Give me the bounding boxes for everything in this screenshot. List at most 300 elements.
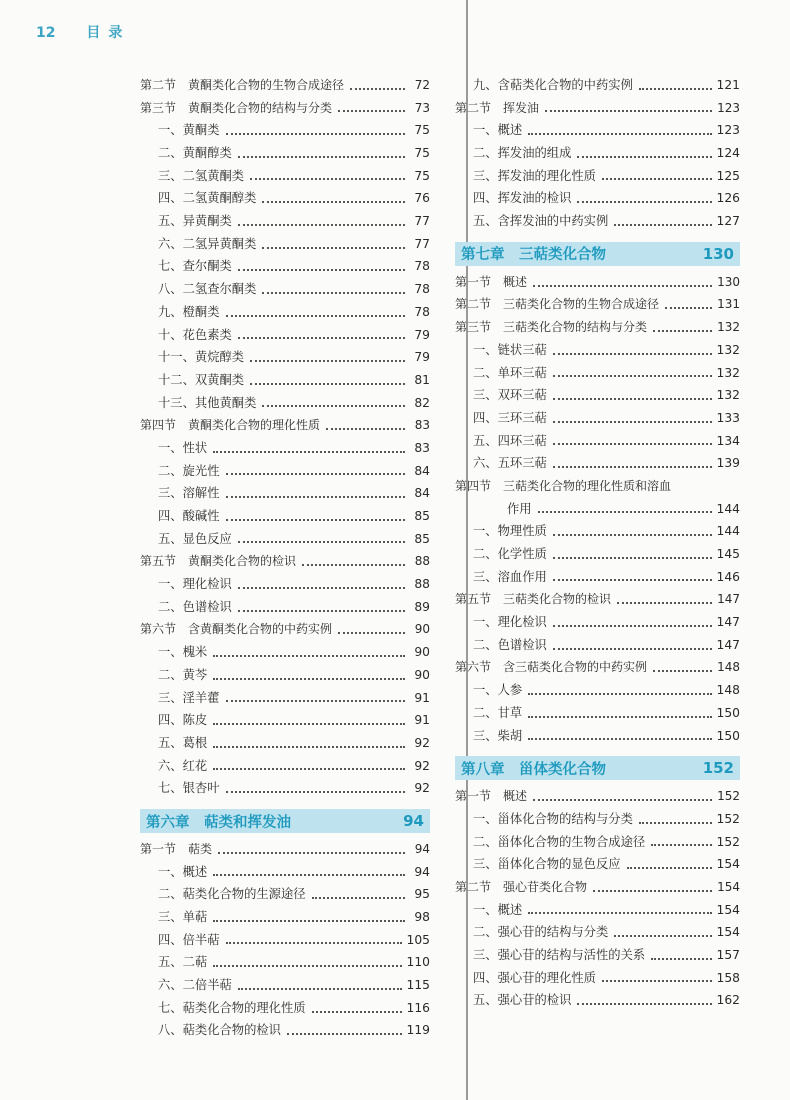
toc-entry-label: 五、葛根 (158, 735, 208, 750)
toc-section-entry[interactable] (455, 657, 740, 680)
toc-section-entry[interactable] (455, 588, 740, 611)
toc-page-number: 130 (702, 244, 734, 263)
dot-leader (653, 670, 712, 672)
toc-subsection-entry[interactable] (140, 119, 430, 142)
toc-entry-label: 第一节 概述 (455, 789, 528, 804)
dot-leader (627, 867, 712, 869)
toc-page-number: 152 (716, 834, 740, 849)
toc-page-number: 132 (716, 365, 740, 380)
dot-leader (614, 224, 711, 226)
toc-entry-label: 二、挥发油的组成 (473, 146, 572, 161)
dot-leader (528, 693, 711, 695)
toc-entry-label: 第二节 三萜类化合物的生物合成途径 (455, 297, 660, 312)
toc-page-number: 98 (414, 910, 430, 925)
page-header (36, 22, 130, 42)
toc-subsection-entry[interactable] (140, 1020, 430, 1043)
dot-leader (226, 315, 406, 317)
toc-subsection-entry[interactable] (455, 452, 740, 475)
toc-entry-label: 四、陈皮 (158, 713, 208, 728)
toc-entry-label: 二、黄芩 (158, 667, 208, 682)
toc-entry-label: 二、旋光性 (158, 463, 220, 478)
toc-page-number: 131 (717, 297, 740, 312)
toc-entry-label: 第三节 黄酮类化合物的结构与分类 (140, 100, 333, 115)
toc-section-entry[interactable] (455, 97, 740, 120)
toc-section-entry[interactable] (455, 498, 740, 521)
dot-leader (338, 632, 405, 634)
toc-entry-label: 第二节 挥发油 (455, 100, 540, 115)
toc-page-number: 152 (716, 811, 740, 826)
toc-subsection-entry[interactable] (455, 944, 740, 967)
toc-entry-label: 十、花色素类 (158, 327, 232, 342)
toc-subsection-entry[interactable] (140, 528, 430, 551)
toc-subsection-entry[interactable] (140, 505, 430, 528)
dot-leader (528, 133, 711, 135)
toc-page-number: 92 (414, 781, 430, 796)
dot-leader (238, 988, 402, 990)
dot-leader (226, 942, 402, 944)
toc-chapter-heading[interactable] (455, 756, 740, 780)
toc-page-number: 95 (414, 887, 430, 902)
dot-leader (262, 201, 405, 203)
toc-entry-label: 第八章 甾体类化合物 (461, 761, 606, 778)
toc-page-number: 148 (716, 683, 740, 698)
toc-page-number: 90 (414, 622, 430, 637)
toc-entry-label: 七、萜类化合物的理化性质 (158, 1000, 306, 1015)
toc-subsection-entry[interactable] (455, 634, 740, 657)
toc-page-number: 152 (702, 759, 734, 778)
toc-section-entry[interactable] (140, 74, 430, 97)
toc-page-number: 75 (414, 146, 430, 161)
toc-entry-label: 三、甾体化合物的显色反应 (473, 857, 621, 872)
toc-section-entry[interactable] (455, 785, 740, 808)
toc-subsection-entry[interactable] (140, 664, 430, 687)
toc-page-number: 127 (716, 214, 740, 229)
toc-page-number: 123 (717, 100, 740, 115)
toc-entry-label: 三、溶解性 (158, 486, 220, 501)
toc-page-number: 132 (716, 388, 740, 403)
toc-entry-label: 五、二萜 (158, 955, 208, 970)
toc-entry-label: 第一节 概述 (455, 274, 528, 289)
toc-page-number: 132 (717, 320, 740, 335)
toc-page-number: 157 (716, 948, 740, 963)
dot-leader (226, 496, 406, 498)
toc-page-number: 85 (414, 531, 430, 546)
toc-entry-label: 四、挥发油的检识 (473, 191, 572, 206)
toc-page-number: 89 (414, 599, 430, 614)
dot-leader (302, 564, 405, 566)
toc-entry-label: 一、理化检识 (473, 615, 547, 630)
toc-entry-label: 四、倍半萜 (158, 932, 220, 947)
dot-leader (593, 890, 712, 892)
dot-leader (226, 133, 406, 135)
dot-leader (602, 178, 712, 180)
toc-subsection-entry[interactable] (455, 899, 740, 922)
toc-page-number: 154 (716, 902, 740, 917)
toc-entry-label: 二、单环三萜 (473, 365, 547, 380)
dot-leader (238, 587, 405, 589)
toc-subsection-entry[interactable] (455, 384, 740, 407)
toc-subsection-entry[interactable] (140, 596, 430, 619)
toc-subsection-entry[interactable] (455, 679, 740, 702)
dot-leader (213, 451, 405, 453)
toc-page-number: 94 (414, 841, 430, 856)
toc-subsection-entry[interactable] (455, 210, 740, 233)
toc-page-number: 121 (716, 77, 740, 92)
toc-subsection-entry[interactable] (455, 566, 740, 589)
toc-entry-label: 第四节 三萜类化合物的理化性质和溶血 (455, 478, 672, 493)
toc-entry-label: 第三节 三萜类化合物的结构与分类 (455, 320, 648, 335)
toc-entry-label: 二、色谱检识 (473, 637, 547, 652)
toc-entry-label: 二、甘草 (473, 705, 523, 720)
dot-leader (250, 383, 405, 385)
dot-leader (226, 700, 406, 702)
dot-leader (287, 1033, 402, 1035)
toc-entry-label: 第六节 含三萜类化合物的中药实例 (455, 660, 648, 675)
toc-section-entry[interactable] (455, 294, 740, 317)
page-title: 目录 (86, 25, 131, 41)
toc-entry-label: 三、柴胡 (473, 728, 523, 743)
toc-page-number: 147 (717, 592, 740, 607)
dot-leader (533, 285, 712, 287)
dot-leader (226, 519, 406, 521)
toc-page-number: 124 (716, 146, 740, 161)
toc-section-entry[interactable] (140, 838, 430, 861)
dot-leader (614, 935, 711, 937)
dot-leader (653, 330, 712, 332)
toc-right-column (455, 74, 740, 1012)
dot-leader (528, 912, 711, 914)
toc-subsection-entry[interactable] (140, 233, 430, 256)
toc-entry-label: 四、强心苷的理化性质 (473, 970, 596, 985)
dot-leader (538, 511, 712, 513)
toc-subsection-entry[interactable] (455, 74, 740, 97)
toc-entry-label: 六、五环三萜 (473, 456, 547, 471)
toc-subsection-entry[interactable] (455, 611, 740, 634)
toc-subsection-entry[interactable] (455, 430, 740, 453)
toc-entry-label: 一、物理性质 (473, 524, 547, 539)
dot-leader (533, 799, 712, 801)
toc-page-number: 152 (717, 789, 740, 804)
toc-subsection-entry[interactable] (455, 187, 740, 210)
toc-page-number: 83 (414, 418, 430, 433)
toc-entry-label: 第一节 萜类 (140, 841, 213, 856)
dot-leader (238, 224, 405, 226)
toc-entry-label: 一、甾体化合物的结构与分类 (473, 811, 633, 826)
toc-subsection-entry[interactable] (140, 301, 430, 324)
toc-subsection-entry[interactable] (140, 437, 430, 460)
dot-leader (553, 557, 712, 559)
dot-leader (238, 337, 405, 339)
toc-page-number: 154 (716, 925, 740, 940)
toc-subsection-entry[interactable] (140, 346, 430, 369)
toc-page-number: 91 (414, 690, 430, 705)
dot-leader (312, 897, 405, 899)
toc-page-number: 105 (406, 932, 430, 947)
toc-page-number: 147 (716, 615, 740, 630)
dot-leader (250, 360, 405, 362)
toc-entry-label: 七、查尔酮类 (158, 259, 232, 274)
dot-leader (602, 980, 712, 982)
toc-entry-label: 一、性状 (158, 440, 208, 455)
dot-leader (213, 768, 405, 770)
toc-subsection-entry[interactable] (455, 362, 740, 385)
toc-entry-label: 一、概述 (158, 864, 208, 879)
toc-entry-label: 一、黄酮类 (158, 123, 220, 138)
toc-entry-label: 三、单萜 (158, 910, 208, 925)
toc-entry-label: 五、异黄酮类 (158, 214, 232, 229)
toc-page-number: 145 (716, 547, 740, 562)
toc-entry-label: 九、含萜类化合物的中药实例 (473, 77, 633, 92)
toc-section-entry[interactable] (455, 475, 740, 498)
toc-subsection-entry[interactable] (140, 709, 430, 732)
toc-subsection-entry[interactable] (140, 187, 430, 210)
toc-entry-label: 第五节 三萜类化合物的检识 (455, 592, 612, 607)
toc-page-number: 115 (406, 978, 430, 993)
dot-leader (238, 541, 405, 543)
dot-leader (226, 473, 406, 475)
toc-entry-label: 一、理化检识 (158, 577, 232, 592)
toc-subsection-entry[interactable] (140, 687, 430, 710)
dot-leader (213, 965, 401, 967)
toc-subsection-entry[interactable] (455, 808, 740, 831)
toc-subsection-entry[interactable] (455, 921, 740, 944)
toc-page-number: 94 (414, 864, 430, 879)
toc-subsection-entry[interactable] (140, 883, 430, 906)
dot-leader (553, 443, 712, 445)
toc-page-number: 133 (716, 410, 740, 425)
dot-leader (553, 398, 712, 400)
toc-subsection-entry[interactable] (455, 407, 740, 430)
toc-subsection-entry[interactable] (140, 369, 430, 392)
toc-subsection-entry[interactable] (140, 906, 430, 929)
toc-page-number: 144 (716, 501, 740, 516)
toc-page-number: 150 (716, 728, 740, 743)
toc-left-column (140, 74, 430, 1042)
toc-chapter-heading[interactable] (455, 242, 740, 266)
toc-page-number: 146 (716, 569, 740, 584)
toc-entry-label: 第二节 强心苷类化合物 (455, 879, 588, 894)
toc-page-number: 110 (406, 955, 430, 970)
dot-leader (250, 178, 405, 180)
toc-subsection-entry[interactable] (455, 119, 740, 142)
dot-leader (639, 822, 712, 824)
toc-page-number: 91 (414, 713, 430, 728)
toc-entry-label: 二、色谱检识 (158, 599, 232, 614)
toc-entry-label: 八、二氢查尔酮类 (158, 282, 257, 297)
toc-page-number: 116 (406, 1000, 430, 1015)
toc-page-number: 81 (414, 372, 430, 387)
toc-page-number: 79 (414, 327, 430, 342)
toc-page-number: 84 (414, 463, 430, 478)
toc-entry-label: 三、双环三萜 (473, 388, 547, 403)
toc-subsection-entry[interactable] (140, 165, 430, 188)
toc-subsection-entry[interactable] (140, 324, 430, 347)
toc-page-number: 134 (716, 433, 740, 448)
toc-page-number: 75 (414, 168, 430, 183)
toc-section-entry[interactable] (140, 550, 430, 573)
toc-section-entry[interactable] (140, 619, 430, 642)
toc-subsection-entry[interactable] (455, 543, 740, 566)
dot-leader (577, 1003, 711, 1005)
toc-subsection-entry[interactable] (455, 142, 740, 165)
toc-subsection-entry[interactable] (140, 392, 430, 415)
dot-leader (238, 269, 405, 271)
dot-leader (553, 353, 712, 355)
dot-leader (226, 791, 406, 793)
toc-subsection-entry[interactable] (140, 256, 430, 279)
toc-page-number: 82 (414, 395, 430, 410)
toc-subsection-entry[interactable] (140, 755, 430, 778)
toc-page-number: 139 (716, 456, 740, 471)
toc-entry-label: 一、概述 (473, 902, 523, 917)
toc-page-number: 150 (716, 705, 740, 720)
dot-leader (553, 534, 712, 536)
toc-entry-label: 十一、黄烷醇类 (158, 350, 245, 365)
toc-page-number: 78 (414, 282, 430, 297)
toc-subsection-entry[interactable] (140, 861, 430, 884)
toc-page-number: 73 (414, 100, 430, 115)
dot-leader (553, 625, 712, 627)
toc-entry-label: 四、酸碱性 (158, 509, 220, 524)
toc-section-entry[interactable] (455, 316, 740, 339)
dot-leader (213, 746, 405, 748)
toc-entry-label: 六、二氢异黄酮类 (158, 236, 257, 251)
toc-page-number: 125 (716, 168, 740, 183)
toc-subsection-entry[interactable] (140, 573, 430, 596)
toc-section-entry[interactable] (140, 97, 430, 120)
dot-leader (577, 201, 711, 203)
dot-leader (528, 738, 711, 740)
dot-leader (651, 844, 711, 846)
toc-page-number: 90 (414, 667, 430, 682)
toc-page-number: 78 (414, 304, 430, 319)
toc-page-number: 78 (414, 259, 430, 274)
toc-subsection-entry[interactable] (455, 520, 740, 543)
toc-entry-label: 三、溶血作用 (473, 569, 547, 584)
dot-leader (350, 88, 405, 90)
dot-leader (213, 723, 405, 725)
toc-subsection-entry[interactable] (455, 831, 740, 854)
toc-chapter-heading[interactable] (140, 809, 430, 833)
toc-page-number: 76 (414, 191, 430, 206)
toc-entry-label: 五、含挥发油的中药实例 (473, 214, 609, 229)
toc-subsection-entry[interactable] (455, 702, 740, 725)
toc-entry-label: 一、链状三萜 (473, 342, 547, 357)
toc-entry-label: 一、槐米 (158, 645, 208, 660)
toc-entry-label: 二、强心苷的结构与分类 (473, 925, 609, 940)
toc-page-number: 126 (716, 191, 740, 206)
dot-leader (213, 920, 405, 922)
toc-entry-label: 二、化学性质 (473, 547, 547, 562)
toc-entry-label: 三、强心苷的结构与活性的关系 (473, 948, 646, 963)
toc-page-number: 92 (414, 758, 430, 773)
toc-entry-label: 三、淫羊藿 (158, 690, 220, 705)
toc-subsection-entry[interactable] (140, 142, 430, 165)
toc-entry-label: 第五节 黄酮类化合物的检识 (140, 554, 297, 569)
toc-section-entry[interactable] (140, 414, 430, 437)
toc-subsection-entry[interactable] (140, 929, 430, 952)
toc-subsection-entry[interactable] (140, 460, 430, 483)
dot-leader (651, 958, 711, 960)
dot-leader (639, 88, 712, 90)
toc-subsection-entry[interactable] (140, 210, 430, 233)
toc-subsection-entry[interactable] (455, 165, 740, 188)
toc-page-number: 72 (414, 77, 430, 92)
toc-page-number: 85 (414, 509, 430, 524)
toc-subsection-entry[interactable] (140, 777, 430, 800)
toc-subsection-entry[interactable] (455, 725, 740, 748)
toc-page-number: 144 (716, 524, 740, 539)
toc-subsection-entry[interactable] (140, 482, 430, 505)
toc-subsection-entry[interactable] (455, 339, 740, 362)
toc-entry-label: 九、橙酮类 (158, 304, 220, 319)
toc-entry-label: 一、概述 (473, 123, 523, 138)
toc-entry-label: 二、黄酮醇类 (158, 146, 232, 161)
toc-subsection-entry[interactable] (140, 951, 430, 974)
dot-leader (312, 1011, 402, 1013)
toc-page-number: 154 (716, 857, 740, 872)
toc-section-entry[interactable] (455, 876, 740, 899)
dot-leader (262, 247, 405, 249)
toc-subsection-entry[interactable] (140, 278, 430, 301)
dot-leader (262, 292, 405, 294)
dot-leader (553, 375, 712, 377)
toc-subsection-entry[interactable] (455, 853, 740, 876)
toc-page-number: 132 (716, 342, 740, 357)
toc-entry-label: 六、红花 (158, 758, 208, 773)
toc-subsection-entry[interactable] (455, 989, 740, 1012)
dot-leader (262, 405, 405, 407)
dot-leader (577, 156, 711, 158)
toc-page-number: 148 (717, 660, 740, 675)
toc-subsection-entry[interactable] (140, 641, 430, 664)
toc-section-entry[interactable] (455, 271, 740, 294)
dot-leader (338, 110, 405, 112)
toc-subsection-entry[interactable] (140, 732, 430, 755)
page-number: 12 (36, 25, 56, 41)
toc-entry-label: 作用 (507, 501, 532, 516)
toc-entry-label: 三、挥发油的理化性质 (473, 168, 596, 183)
dot-leader (238, 610, 405, 612)
dot-leader (326, 428, 405, 430)
dot-leader (553, 421, 712, 423)
dot-leader (213, 874, 405, 876)
toc-page-number: 75 (414, 123, 430, 138)
toc-page-number: 88 (414, 554, 430, 569)
toc-page-number: 123 (716, 123, 740, 138)
toc-page-number: 92 (414, 735, 430, 750)
toc-entry-label: 一、人参 (473, 683, 523, 698)
toc-page-number: 83 (414, 440, 430, 455)
dot-leader (553, 579, 712, 581)
toc-page-number: 130 (717, 274, 740, 289)
dot-leader (213, 678, 405, 680)
toc-page-number: 162 (716, 993, 740, 1008)
toc-subsection-entry[interactable] (140, 997, 430, 1020)
toc-page-number: 158 (716, 970, 740, 985)
toc-entry-label: 第四节 黄酮类化合物的理化性质 (140, 418, 321, 433)
toc-entry-label: 第二节 黄酮类化合物的生物合成途径 (140, 77, 345, 92)
toc-subsection-entry[interactable] (455, 967, 740, 990)
dot-leader (553, 648, 712, 650)
dot-leader (665, 307, 712, 309)
toc-page-number: 94 (403, 812, 424, 830)
dot-leader (213, 655, 405, 657)
dot-leader (553, 466, 712, 468)
toc-page-number: 88 (414, 577, 430, 592)
toc-subsection-entry[interactable] (140, 974, 430, 997)
toc-entry-label: 四、二氢黄酮醇类 (158, 191, 257, 206)
